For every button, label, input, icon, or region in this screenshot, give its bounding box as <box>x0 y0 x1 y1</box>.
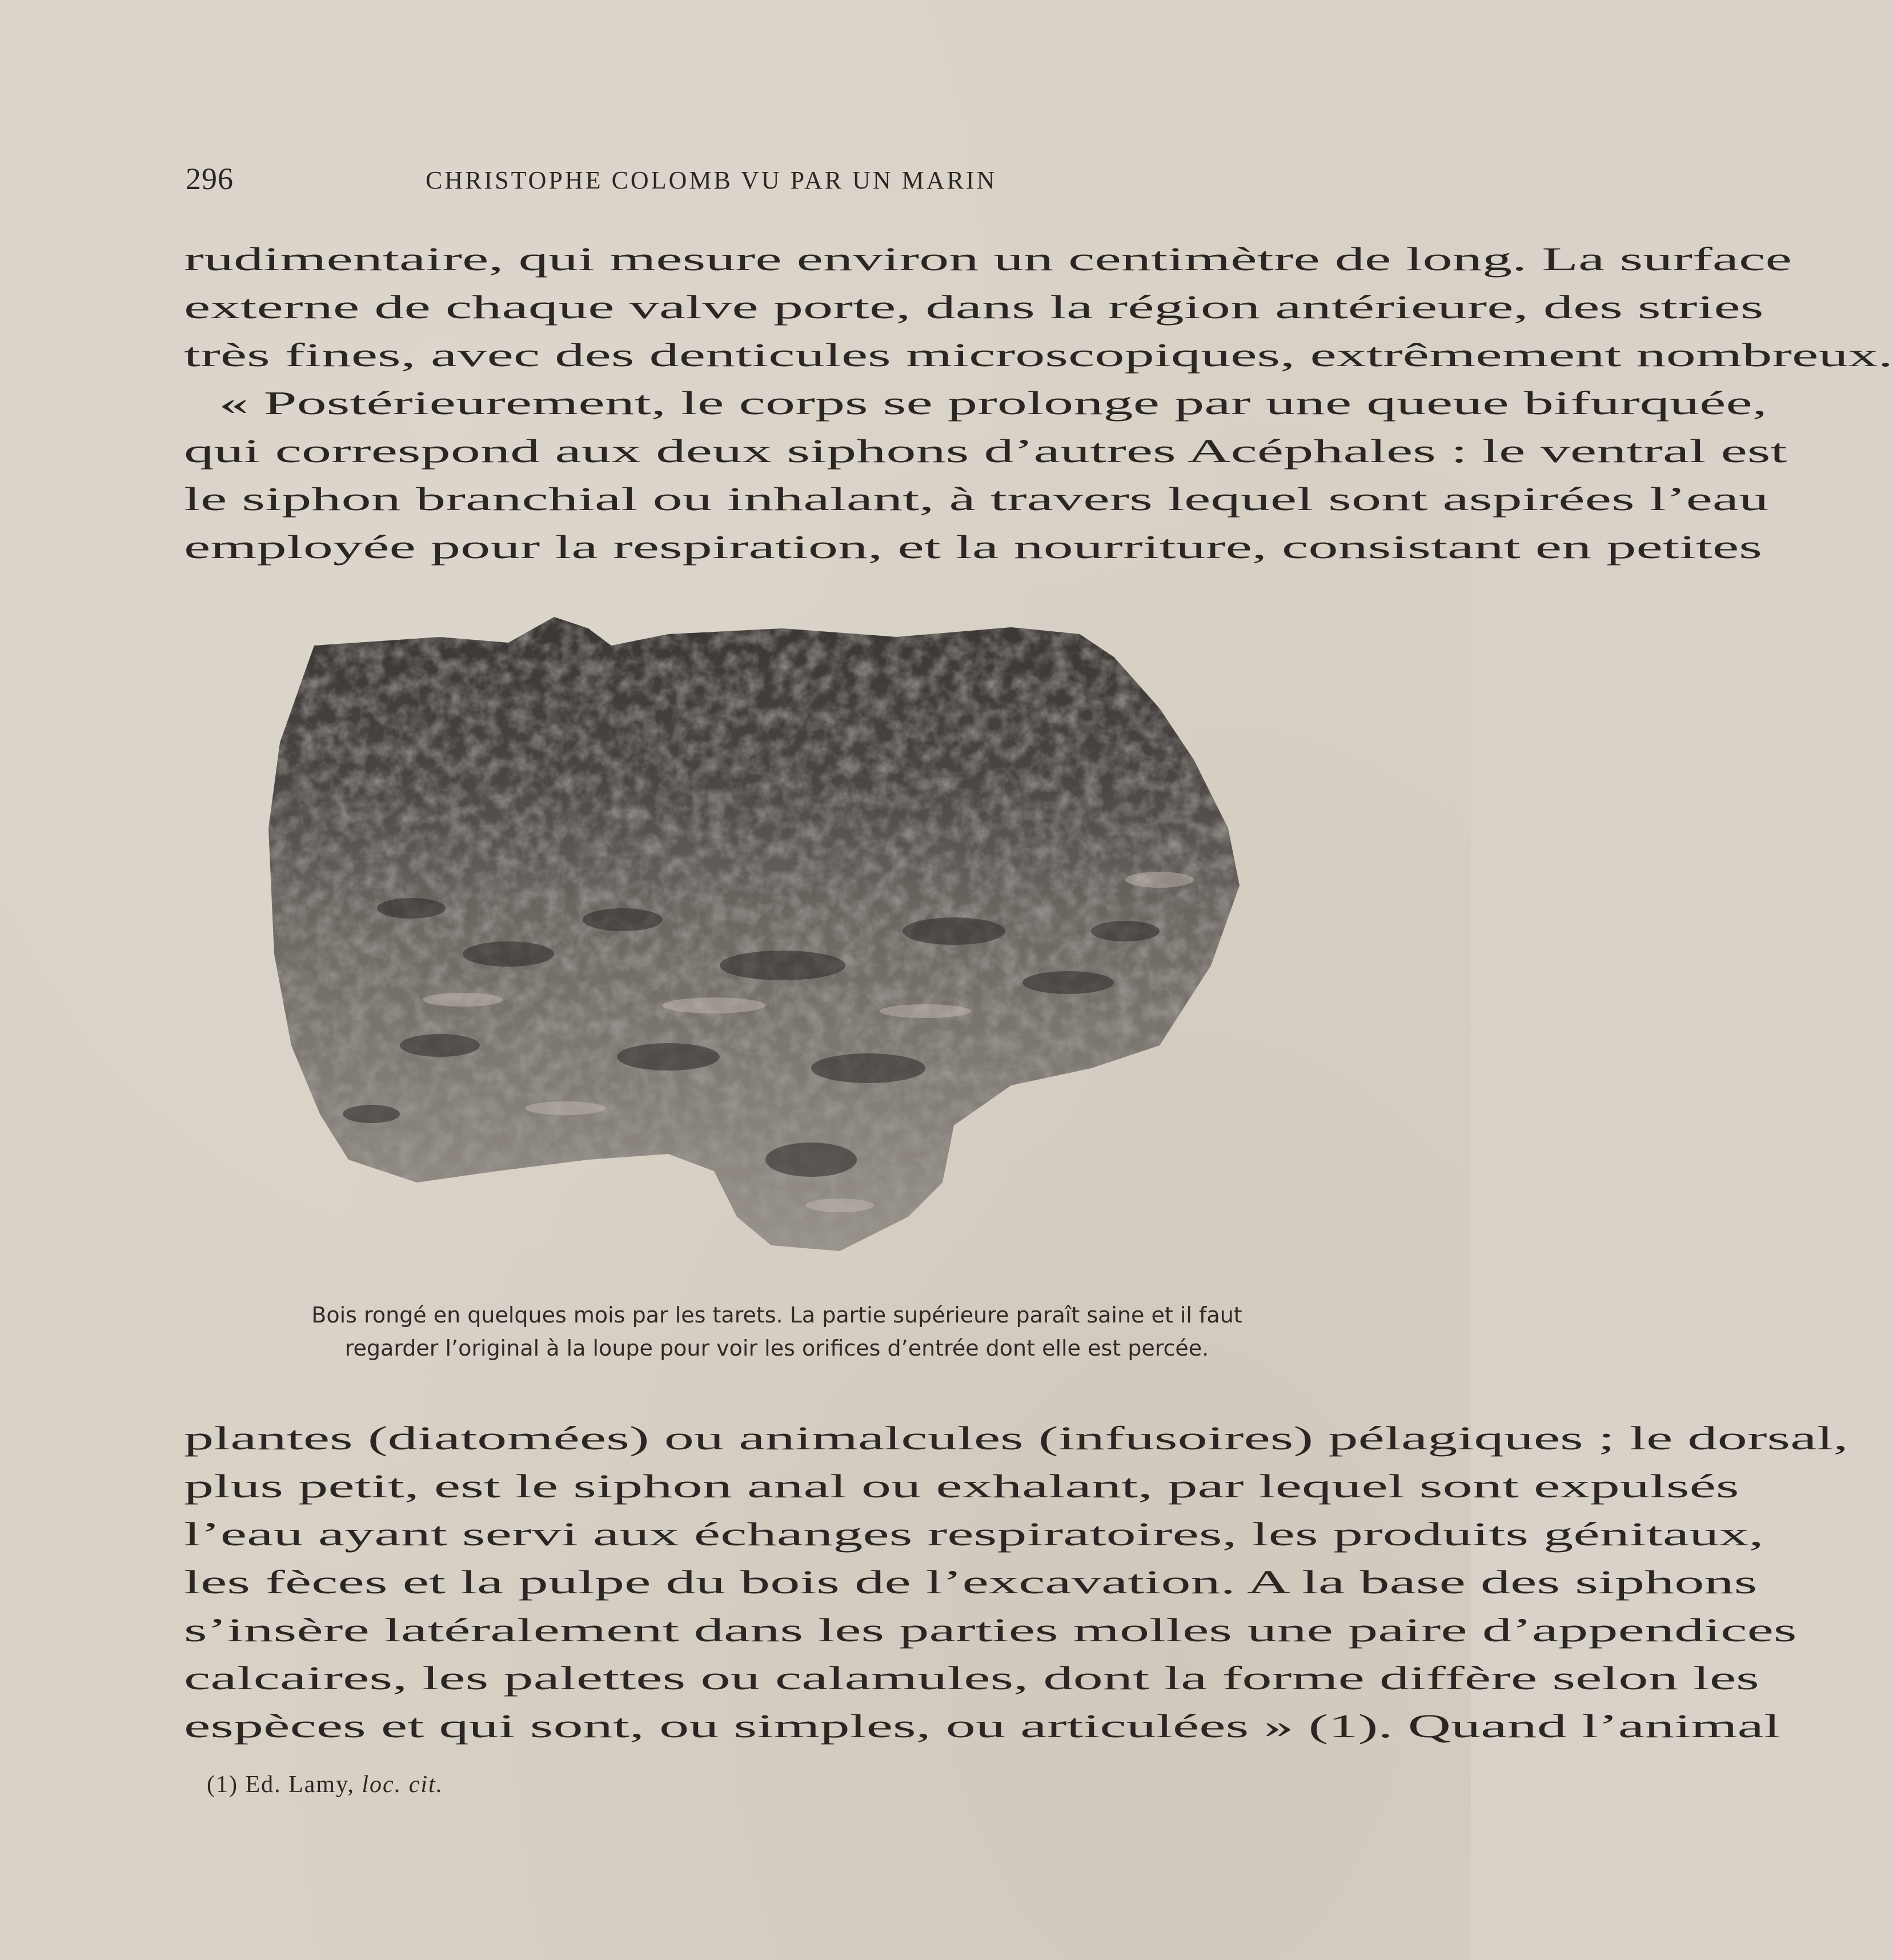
text-line: l’eau ayant servi aux échanges respiratoires, les produits génitaux, <box>184 1516 1764 1553</box>
text-line: plus petit, est le siphon anal ou exhalant, par lequel sont expulsés <box>184 1468 1739 1505</box>
text-line: s’insère latéralement dans les parties molles une paire d’appendices <box>184 1612 1797 1649</box>
text-line: calcaires, les palettes ou calamules, dont la forme diffère selon les <box>184 1660 1759 1697</box>
figure-caption <box>217 1298 1337 1365</box>
footnote <box>207 1771 443 1798</box>
paragraph-block-bottom <box>184 1414 1848 1750</box>
caption-line: Bois rongé en quelques mois par les tarets. La partie supérieure paraît saine et il faut <box>311 1302 1242 1328</box>
page-number: 296 <box>186 162 234 196</box>
wood-photograph <box>268 611 1274 1268</box>
page-header <box>186 161 1305 201</box>
text-line: espèces et qui sont, ou simples, ou articulées » (1). Quand l’animal <box>184 1708 1780 1745</box>
text-line: le siphon branchial ou inhalant, à travers lequel sont aspirées l’eau <box>184 480 1769 518</box>
text-line: rudimentaire, qui mesure environ un centimètre de long. La surface <box>184 241 1792 278</box>
text-line: employée pour la respiration, et la nourriture, consistant en petites <box>184 528 1762 566</box>
text-line: les fèces et la pulpe du bois de l’excavation. A la base des siphons <box>184 1564 1758 1601</box>
text-line: qui correspond aux deux siphons d’autres Acéphales : le ventral est <box>184 432 1787 470</box>
caption-line: regarder l’original à la loupe pour voir les orifices d’entrée dont elle est percée. <box>344 1336 1209 1361</box>
text-line: très fines, avec des denticules microscopiques, extrêmement nombreux. <box>184 336 1893 374</box>
paragraph-block-top <box>184 235 1893 571</box>
running-title: CHRISTOPHE COLOMB VU PAR UN MARIN <box>426 166 997 194</box>
text-line: externe de chaque valve porte, dans la région antérieure, des stries <box>184 288 1764 326</box>
wood-photo-image <box>268 611 1274 1268</box>
footnote-marker: (1) <box>207 1771 238 1798</box>
text-line: « Postérieurement, le corps se prolonge par une queue bifurquée, <box>219 384 1767 422</box>
text-line: plantes (diatomées) ou animalcules (infusoires) pélagiques ; le dorsal, <box>184 1420 1848 1457</box>
footnote-author: Ed. Lamy, <box>245 1771 355 1798</box>
footnote-reference: loc. cit. <box>362 1771 444 1798</box>
